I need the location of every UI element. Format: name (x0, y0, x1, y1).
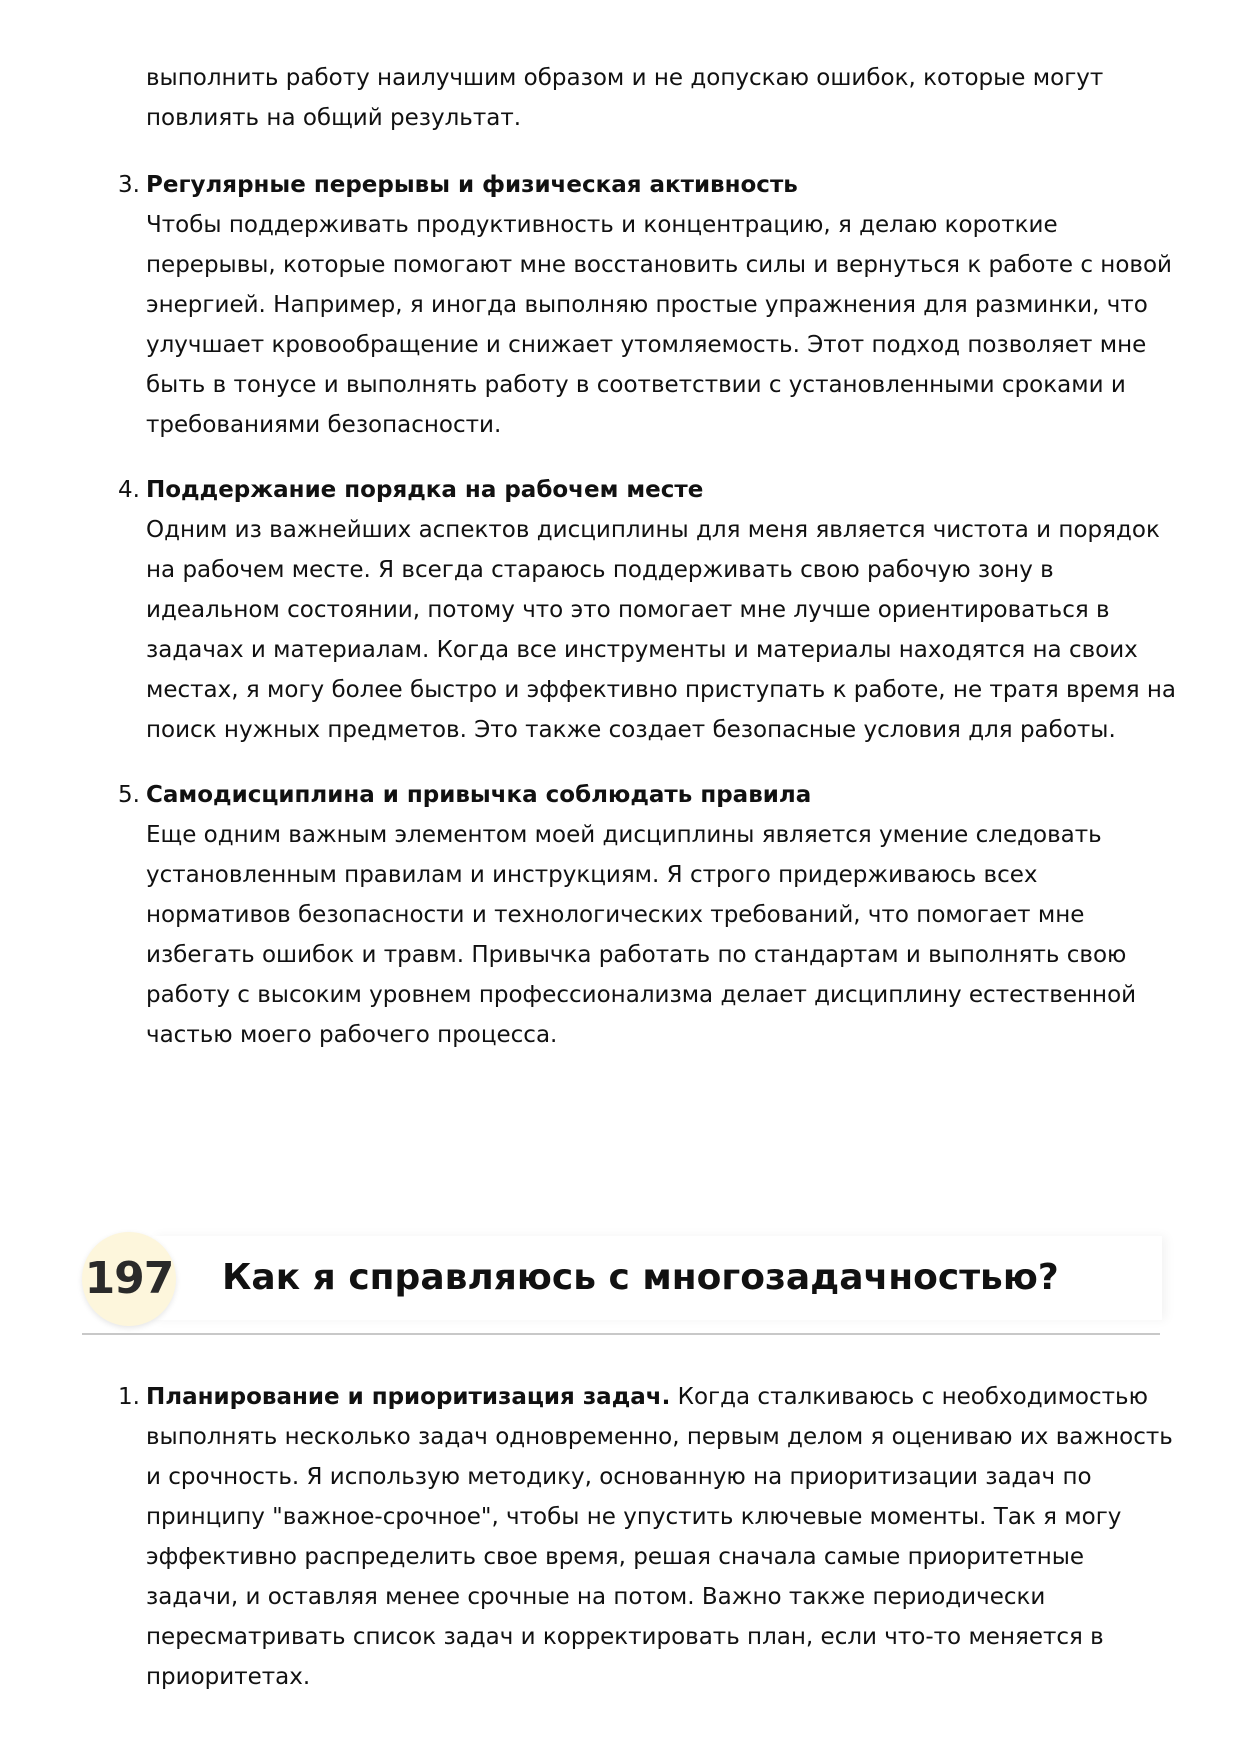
item-number: 5. (118, 782, 140, 808)
item-number: 3. (118, 172, 140, 198)
list-top (0, 165, 1239, 1080)
list-bottom (0, 1377, 1239, 1722)
item-number: 1. (118, 1384, 140, 1410)
continuation-paragraph: выполнить работу наилучшим образом и не допускаю ошибок, которые могут повлиять на общий результат. (146, 65, 1104, 131)
section-title: Как я справляюсь с многозадачностью? (222, 1257, 1059, 1298)
item-title: Поддержание порядка на рабочем месте (146, 477, 704, 503)
list-item-1 (0, 1377, 1239, 1697)
section-header (82, 1232, 1162, 1332)
header-divider (82, 1333, 1160, 1335)
item-title: Самодисциплина и привычка соблюдать правила (146, 782, 812, 808)
item-title: Регулярные перерывы и физическая активность (146, 172, 798, 198)
list-item-3 (0, 165, 1239, 445)
question-number-badge: 197 (82, 1232, 176, 1326)
list-item-4 (0, 470, 1239, 750)
item-text: Еще одним важным элементом моей дисциплины является умение следовать установленным правилам и инструкциям. Я строго придерживаюсь всех нормативов безопасности и технологических требований, что помогает мне избегать ошибок и травм. Привычка работать по стандартам и выполнять свою работу с высоким уровнем профессионализма делает дисциплину естественной частью моего рабочего процесса. (146, 822, 1137, 1048)
item-text: Одним из важнейших аспектов дисциплины для меня является чистота и порядок на рабочем месте. Я всегда стараюсь поддерживать свою рабочую зону в идеальном состоянии, потому что это помогает мне лучше ориентироваться в задачах и материалам. Когда все инструменты и материалы находятся на своих местах, я могу более быстро и эффективно приступать к работе, не тратя время на поиск нужных предметов. Это также создает безопасные условия для работы. (146, 517, 1176, 743)
list-item-5 (0, 775, 1239, 1055)
item-text: Когда сталкиваюсь с необходимостью выполнять несколько задач одновременно, первым делом я оцениваю их важность и срочность. Я использую методику, основанную на приоритизации задач по принципу "важное-срочное", чтобы не упустить ключевые моменты. Так я могу эффективно распределить свое время, решая сначала самые приоритетные задачи, и оставляя менее срочные на потом. Важно также периодически пересматривать список задач и корректировать план, если что-то меняется в приоритетах. (146, 1384, 1173, 1690)
item-title: Планирование и приоритизация задач. (146, 1384, 671, 1410)
item-number: 4. (118, 477, 140, 503)
item-text: Чтобы поддерживать продуктивность и концентрацию, я делаю короткие перерывы, которые помогают мне восстановить силы и вернуться к работе с новой энергией. Например, я иногда выполняю простые упражнения для разминки, что улучшает кровообращение и снижает утомляемость. Этот подход позволяет мне быть в тонусе и выполнять работу в соответствии с установленными сроками и требованиями безопасности. (146, 212, 1172, 438)
